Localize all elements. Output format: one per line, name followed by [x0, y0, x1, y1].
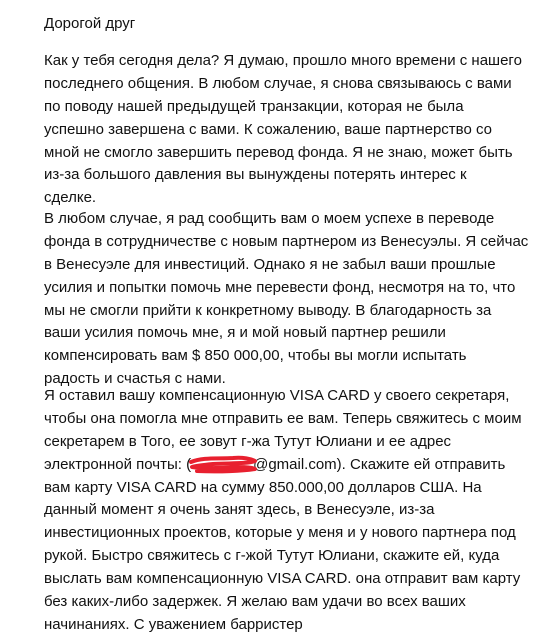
text-line: начинаниях. С уважением барристер — [44, 615, 303, 633]
text-line: секретарем в Того, ее зовут г-жа Тутут Юлиани и ее адрес — [44, 432, 452, 450]
email-line-prefix: электронной почты: ( — [44, 455, 192, 473]
email-line-suffix: @gmail.com). Скажите ей отправить — [253, 455, 506, 473]
text-line: в Венесуэле для инвестиций. Однако я не забыл ваши прошлые — [44, 255, 496, 273]
text-line: В любом случае, я рад сообщить вам о моем успехе в переводе — [44, 210, 495, 227]
redaction-scribble-shape — [189, 456, 257, 473]
paragraph-2 — [44, 208, 529, 391]
text-line: Как у тебя сегодня дела? Я думаю, прошло много времени с нашего — [44, 52, 522, 69]
text-line: компенсировать вам $ 850 000,00, чтобы вы могли испытать — [44, 347, 467, 365]
text-line: мной не смогло завершить перевод фонда. Я не знаю, может быть — [44, 143, 513, 161]
text-line: последнего общения. В любом случае, я снова связываюсь с вами — [44, 74, 512, 92]
text-line: данный момент я очень занят здесь, в Венесуэле, из-за — [44, 501, 435, 519]
redaction-scribble — [191, 457, 253, 471]
text-line: выслать вам компенсационную VISA CARD. она отправит вам карту — [44, 570, 521, 588]
text-line: из-за большого давления вы вынуждены потерять интерес к — [44, 166, 467, 184]
paragraph-1 — [44, 50, 524, 210]
email-line — [44, 454, 524, 477]
text-line: Я оставил вашу компенсационную VISA CARD у своего секретаря, — [44, 387, 510, 404]
text-line: по поводу нашей предыдущей транзакции, которая не была — [44, 97, 464, 115]
text-line: мы не смогли прийти к конкретному выводу. В благодарность за — [44, 301, 492, 319]
text-line: радость и счастья с нами. — [44, 370, 226, 388]
text-line: сделке. — [44, 189, 97, 207]
text-line: успешно завершена с вами. К сожалению, ваше партнерство со — [44, 120, 492, 138]
text-line: фонда в сотрудничестве с новым партнером из Венесуэлы. Я сейчас — [44, 232, 529, 250]
text-line: инвестиционных проектов, которые у меня и у нового партнера под — [44, 524, 516, 542]
paragraph-3 — [44, 385, 524, 637]
text-line: без каких-либо задержек. Я желаю вам удачи во всех ваших — [44, 593, 466, 611]
text-line: рукой. Быстро свяжитесь с г-жой Тутут Юлиани, скажите ей, куда — [44, 547, 500, 565]
text-line: усилия и попытки помочь мне перевести фонд, несмотря на то, что — [44, 278, 516, 296]
letter-greeting: Дорогой друг — [44, 15, 136, 32]
text-line: ваши усилия помочь мне, я и мой новый партнер решили — [44, 324, 446, 342]
text-line: чтобы она помогла мне отправить ее вам. Теперь свяжитесь с моим — [44, 409, 522, 427]
text-line: вам карту VISA CARD на сумму 850.000,00 долларов США. На — [44, 478, 482, 496]
